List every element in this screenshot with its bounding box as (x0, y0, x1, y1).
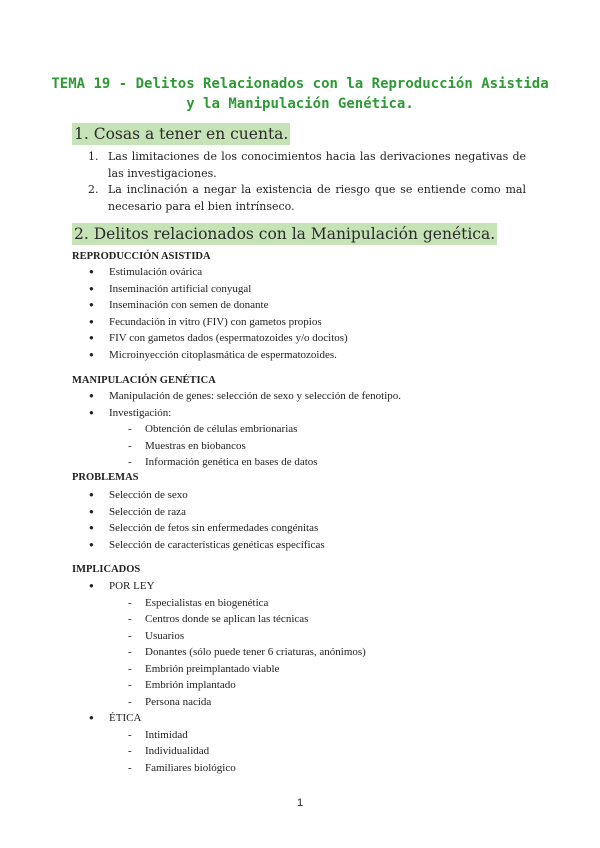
title-line-1: TEMA 19 - Delitos Relacionados con la Reproducción Asistida (51, 76, 549, 92)
section-1-heading: 1. Cosas a tener en cuenta. (74, 125, 289, 143)
implicados-title: IMPLICADOS (72, 564, 141, 575)
list-item: ● POR LEY (72, 578, 366, 595)
sub-list-item: - Embrión preimplantado viable (72, 661, 366, 678)
item-text: Las limitaciones de los conocimientos hacia las derivaciones negativas de las investigaciones. (108, 150, 526, 180)
implicados-list (72, 578, 366, 776)
sub-list-item: - Intimidad (72, 727, 366, 744)
item-number: 2. (88, 183, 99, 196)
sub-list-item: - Centros donde se aplican las técnicas (72, 611, 366, 628)
section-1-list (72, 149, 526, 215)
list-item: ● Manipulación de genes: selección de sexo y selección de fenotipo. (72, 388, 401, 405)
sub-list-item: - Individualidad (72, 743, 366, 760)
list-item: ● Microinyección citoplasmática de espermatozoides. (72, 347, 348, 364)
list-item: ● Inseminación con semen de donante (72, 297, 348, 314)
reproduccion-list (72, 264, 348, 363)
manipulacion-list (72, 388, 401, 471)
sub-list-item: - Usuarios (72, 628, 366, 645)
section-2-heading: 2. Delitos relacionados con la Manipulación genética. (74, 225, 496, 243)
list-item: ● ÉTICA (72, 710, 366, 727)
list-item: ● Selección de sexo (72, 487, 325, 504)
list-item: ● Estimulación ovárica (72, 264, 348, 281)
list-item: ● Selección de características genéticas específicas (72, 537, 325, 554)
sub-list-item: - Información genética en bases de datos (72, 454, 401, 471)
list-item (72, 182, 526, 215)
sub-list-item: - Embrión implantado (72, 677, 366, 694)
list-item (72, 149, 526, 182)
document-title (40, 74, 560, 114)
sub-list-item: - Muestras en biobancos (72, 438, 401, 455)
sub-list-item: - Familiares biológico (72, 760, 366, 777)
list-item: ● Selección de raza (72, 504, 325, 521)
reproduccion-title: REPRODUCCIÓN ASISTIDA (72, 251, 211, 262)
list-item: ● FIV con gametos dados (espermatozoides y/o docitos) (72, 330, 348, 347)
sub-list-item: - Persona nacida (72, 694, 366, 711)
list-item: ● Investigación: (72, 405, 401, 422)
sub-list-item: - Especialistas en biogenética (72, 595, 366, 612)
list-item: ● Selección de fetos sin enfermedades congénitas (72, 520, 325, 537)
page-number: 1 (296, 797, 304, 809)
list-item: ● Fecundación in vitro (FIV) con gametos propios (72, 314, 348, 331)
list-item: ● Inseminación artificial conyugal (72, 281, 348, 298)
title-line-2: y la Manipulación Genética. (186, 96, 414, 112)
item-number: 1. (88, 150, 99, 163)
sub-list-item: - Obtención de células embrionarias (72, 421, 401, 438)
item-text: La inclinación a negar la existencia de riesgo que se entiende como mal necesario para el bien intrínseco. (108, 183, 526, 213)
problemas-list (72, 487, 325, 553)
sub-list-item: - Donantes (sólo puede tener 6 criaturas, anónimos) (72, 644, 366, 661)
problemas-title: PROBLEMAS (72, 472, 139, 483)
manipulacion-title: MANIPULACIÓN GENÉTICA (72, 375, 216, 386)
